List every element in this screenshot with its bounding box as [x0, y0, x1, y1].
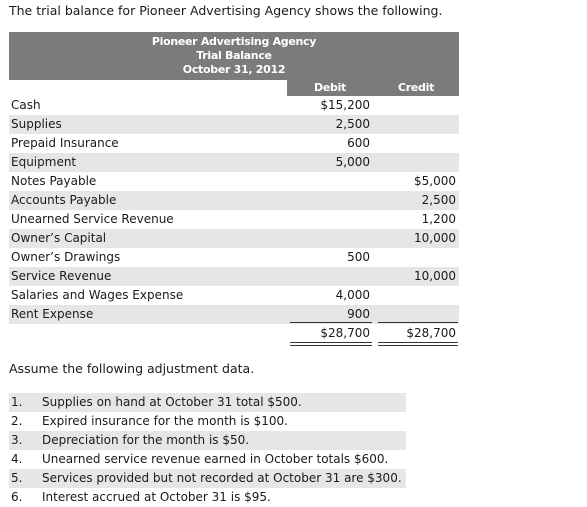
totals-row	[9, 324, 459, 343]
table-row	[9, 248, 459, 267]
debit-column-header: Debit	[287, 80, 373, 96]
table-row	[9, 96, 459, 115]
table-row	[9, 229, 459, 248]
table-row	[9, 210, 459, 229]
item-text: Supplies on hand at October 31 total $500.	[42, 395, 302, 409]
account-name: Equipment	[11, 155, 77, 169]
account-name: Salaries and Wages Expense	[11, 288, 184, 302]
debit-double-rule	[290, 342, 372, 346]
list-item	[9, 431, 406, 450]
table-row	[9, 191, 459, 210]
item-text: Depreciation for the month is $50.	[42, 433, 250, 447]
item-text: Services provided but not recorded at October 31 are $300.	[42, 471, 402, 485]
item-number: 2.	[11, 414, 23, 428]
list-item	[9, 450, 406, 469]
debit-amount: 2,500	[335, 117, 370, 131]
debit-amount: 5,000	[335, 155, 370, 169]
debit-subtotal-rule	[290, 322, 372, 323]
debit-amount: 600	[347, 136, 370, 150]
statement-date: October 31, 2012	[182, 63, 286, 76]
table-row	[9, 115, 459, 134]
item-text: Expired insurance for the month is $100.	[42, 414, 288, 428]
item-text: Interest accrued at October 31 is $95.	[42, 490, 271, 504]
debit-amount: $15,200	[320, 98, 370, 112]
account-name: Owner’s Capital	[11, 231, 107, 245]
debit-amount: 900	[347, 307, 370, 321]
assume-text: Assume the following adjustment data.	[9, 361, 255, 376]
list-item	[9, 412, 406, 431]
table-row	[9, 267, 459, 286]
table-row	[9, 286, 459, 305]
table-row	[9, 153, 459, 172]
credit-amount: $5,000	[414, 174, 456, 188]
company-name: Pioneer Advertising Agency	[151, 35, 317, 48]
account-name: Owner’s Drawings	[11, 250, 121, 264]
credit-subtotal-rule	[378, 322, 458, 323]
account-name: Accounts Payable	[11, 193, 117, 207]
account-name: Prepaid Insurance	[11, 136, 119, 150]
statement-title: Trial Balance	[196, 49, 272, 62]
item-number: 5.	[11, 471, 23, 485]
account-name: Rent Expense	[11, 307, 94, 321]
debit-amount: 500	[347, 250, 370, 264]
account-name: Supplies	[11, 117, 62, 131]
credit-double-rule	[378, 342, 458, 346]
table-row	[9, 172, 459, 191]
intro-text: The trial balance for Pioneer Advertising Agency shows the following.	[9, 3, 443, 18]
item-number: 4.	[11, 452, 23, 466]
account-name: Service Revenue	[11, 269, 112, 283]
list-item	[9, 469, 406, 488]
account-name: Unearned Service Revenue	[11, 212, 174, 226]
credit-amount: 10,000	[414, 231, 456, 245]
item-text: Unearned service revenue earned in October totals $600.	[42, 452, 389, 466]
credit-amount: 2,500	[421, 193, 456, 207]
item-number: 1.	[11, 395, 23, 409]
item-number: 6.	[11, 490, 23, 504]
list-item	[9, 488, 406, 507]
table-row	[9, 134, 459, 153]
account-name: Cash	[11, 98, 41, 112]
total-credit: $28,700	[406, 326, 456, 340]
list-item	[9, 393, 406, 412]
credit-amount: 1,200	[421, 212, 456, 226]
credit-column-header: Credit	[373, 80, 459, 96]
trial-balance-header	[9, 32, 459, 80]
debit-amount: 4,000	[335, 288, 370, 302]
account-name: Notes Payable	[11, 174, 97, 188]
total-debit: $28,700	[320, 326, 370, 340]
credit-amount: 10,000	[414, 269, 456, 283]
item-number: 3.	[11, 433, 23, 447]
